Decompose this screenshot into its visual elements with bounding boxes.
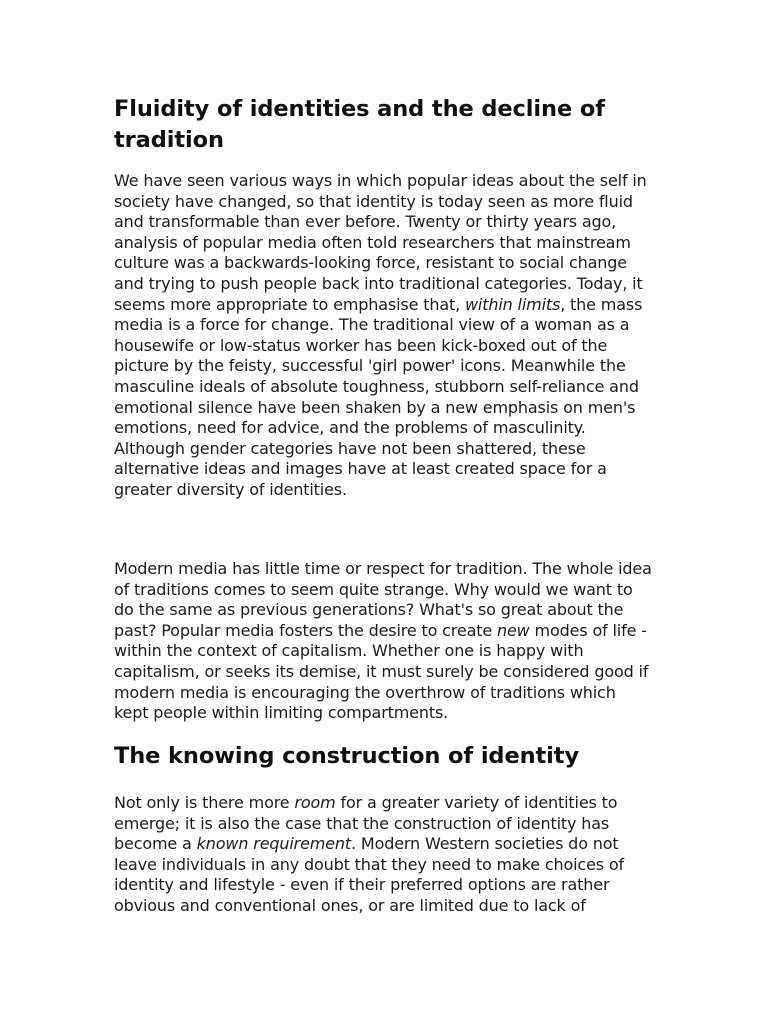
paragraph-tradition: [114, 559, 654, 724]
paragraph-construction: [114, 793, 654, 917]
paragraph-text: Modern media has little time or respect for tradition. The whole idea of traditions comes to seem quite strange. Why would we want to do the same as previous generations? What's so great about the past? Popular media fosters the desire to create: [114, 559, 652, 640]
paragraph-text: . Modern Western societies do not leave individuals in any doubt that they need to make choices of identity and lifestyle - even if their preferred options are rather obvious and conventional ones, or are limited due to lack of: [114, 834, 625, 915]
section-heading-fluidity: Fluidity of identities and the decline of tradition: [114, 96, 605, 153]
paragraph-text: modes of life - within the context of capitalism. Whether one is happy with capitalism, or seeks its demise, it must surely be considered good if modern media is encouraging the overthrow of traditions which kept people within limiting compartments.: [114, 620, 649, 723]
paragraph-text: Not only is there more: [114, 793, 295, 812]
paragraph-text: for a greater variety of identities to emerge; it is also the case that the construction of identity has become a: [114, 793, 618, 854]
emphasis-new: new: [496, 620, 530, 640]
emphasis-known-requirement: known requirement: [196, 834, 352, 854]
section-heading-knowing-construction: The knowing construction of identity: [114, 743, 580, 769]
paragraph-text: , the mass media is a force for change. The traditional view of a woman as a housewife or low-status worker has been kick-boxed out of the picture by the feisty, successful 'girl power' icons. Meanwhile the masculine ideals of absolute toughness, stubborn self-reliance and emotional silence have been shaken by a new emphasis on men's emotions, need for advice, and the problems of masculinity. Although gender categories have not been shattered, these alternative ideas and images have at least created space for a greater diversity of identities.: [114, 294, 643, 499]
emphasis-room: room: [294, 793, 336, 812]
paragraph-identities: [114, 171, 654, 501]
paragraph-text: We have seen various ways in which popular ideas about the self in society have changed, so that identity is today seen as more fluid and transformable than ever before. Twenty or thirty years ago, analysis of popular media often told researchers that mainstream culture was a backwards-looking force, resistant to social change and trying to push people back into traditional categories. Today, it seems more appropriate to emphasise that,: [114, 171, 647, 314]
emphasis-within-limits: within limits: [464, 294, 561, 314]
